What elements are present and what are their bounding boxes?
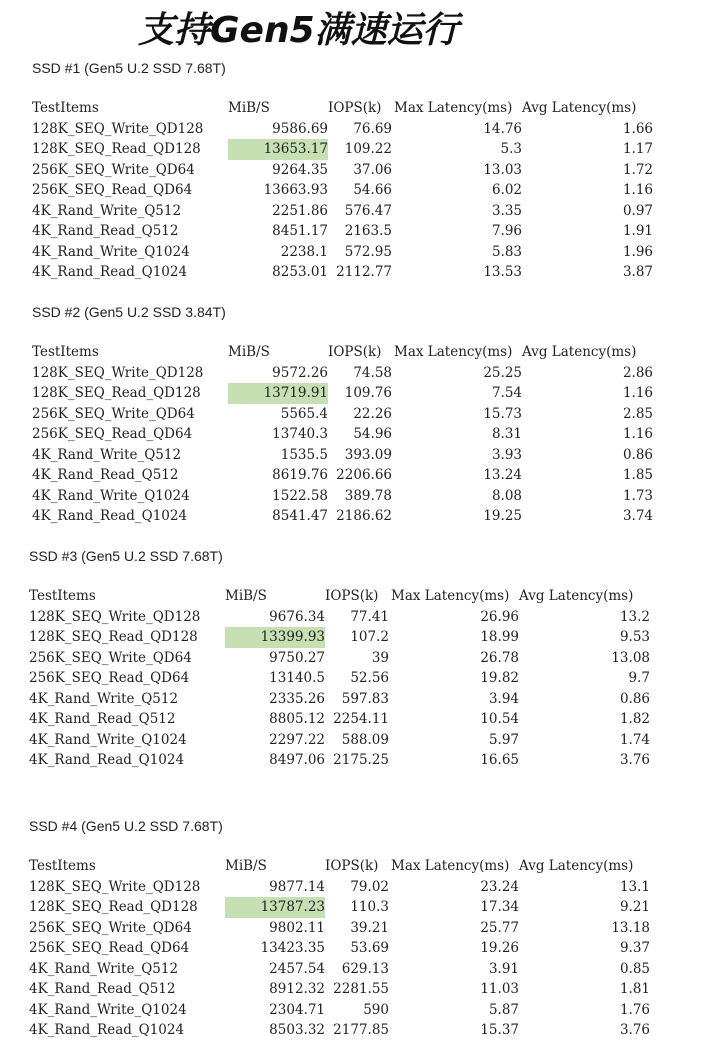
highlighted-cell: 13653.17 — [228, 139, 328, 160]
test-item-cell: 4K_Rand_Read_Q512 — [29, 981, 176, 997]
value-cell: 26.96 — [480, 608, 519, 625]
column-header: Avg Latency(ms) — [519, 858, 634, 874]
column-header: TestItems — [32, 100, 99, 116]
value-cell: 8.08 — [491, 487, 522, 504]
value-cell: 9586.69 — [272, 120, 328, 137]
value-cell: 2238.1 — [280, 243, 328, 260]
value-cell: 19.82 — [480, 670, 519, 686]
value-cell: 2186.62 — [336, 508, 392, 524]
value-cell: 16.65 — [480, 752, 519, 768]
table-header-row — [29, 586, 650, 607]
value-cell: 9802.11 — [269, 919, 325, 936]
value-cell: 5.87 — [488, 1001, 519, 1018]
benchmark-table — [29, 586, 650, 771]
column-header: IOPS(k) — [325, 588, 379, 604]
value-cell: 597.83 — [341, 690, 389, 707]
highlighted-cell: 13787.23 — [225, 897, 325, 918]
column-header: IOPS(k) — [325, 858, 379, 874]
table-caption: SSD #1 (Gen5 U.2 SSD 7.68T) — [32, 60, 226, 76]
table-row — [32, 506, 653, 527]
test-item-cell: 4K_Rand_Write_Q1024 — [32, 487, 190, 504]
test-item-cell: 256K_SEQ_Read_QD64 — [32, 182, 193, 198]
value-cell: 8805.12 — [269, 711, 325, 727]
value-cell: 8619.76 — [272, 467, 328, 483]
value-cell: 13.08 — [611, 649, 650, 666]
value-cell: 37.06 — [353, 161, 392, 178]
value-cell: 53.69 — [350, 940, 389, 956]
table-row — [29, 897, 650, 918]
value-cell: 13140.5 — [269, 670, 325, 686]
value-cell: 1.16 — [622, 385, 653, 401]
table-row — [32, 363, 653, 384]
value-cell: 0.97 — [622, 202, 653, 219]
value-cell: 3.93 — [491, 446, 522, 463]
column-header: MiB/S — [228, 344, 270, 360]
table-row — [29, 730, 650, 751]
value-cell: 14.76 — [483, 120, 522, 137]
value-cell: 52.56 — [350, 670, 389, 686]
value-cell: 5.83 — [491, 243, 522, 260]
test-item-cell: 4K_Rand_Write_Q512 — [32, 202, 182, 219]
value-cell: 8497.06 — [269, 752, 325, 768]
table-row — [32, 404, 653, 425]
ssd-1-section — [32, 60, 653, 283]
table-row — [32, 242, 653, 263]
table-row — [29, 1000, 650, 1021]
value-cell: 17.34 — [480, 899, 519, 915]
table-row — [29, 938, 650, 959]
table-row — [29, 1020, 650, 1041]
value-cell: 1.81 — [619, 981, 650, 997]
value-cell: 15.73 — [483, 405, 522, 422]
test-item-cell: 4K_Rand_Read_Q1024 — [29, 752, 185, 768]
value-cell: 8541.47 — [272, 508, 328, 524]
test-item-cell: 128K_SEQ_Read_QD128 — [32, 141, 201, 157]
test-item-cell: 256K_SEQ_Write_QD64 — [29, 919, 192, 936]
value-cell: 8912.32 — [269, 981, 325, 997]
table-row — [32, 465, 653, 486]
table-header-row — [32, 98, 653, 119]
test-item-cell: 256K_SEQ_Write_QD64 — [32, 405, 195, 422]
value-cell: 3.76 — [619, 752, 650, 768]
value-cell: 7.54 — [491, 385, 522, 401]
value-cell: 1.76 — [619, 1001, 650, 1018]
value-cell: 109.22 — [344, 141, 392, 157]
value-cell: 2254.11 — [333, 711, 389, 727]
value-cell: 1.17 — [622, 141, 653, 157]
column-header: Avg Latency(ms) — [522, 100, 637, 116]
value-cell: 2163.5 — [344, 223, 392, 239]
table-row — [29, 750, 650, 771]
table-row — [32, 201, 653, 222]
test-item-cell: 128K_SEQ_Read_QD128 — [32, 385, 201, 401]
value-cell: 9572.26 — [272, 364, 328, 381]
value-cell: 54.66 — [353, 182, 392, 198]
value-cell: 39 — [371, 649, 389, 666]
value-cell: 22.26 — [353, 405, 392, 422]
table-row — [32, 160, 653, 181]
value-cell: 1522.58 — [272, 487, 328, 504]
table-header-row — [32, 342, 653, 363]
value-cell: 74.58 — [353, 364, 392, 381]
value-cell: 3.94 — [488, 690, 519, 707]
column-header: TestItems — [29, 858, 96, 874]
value-cell: 26.78 — [480, 649, 519, 666]
value-cell: 9.37 — [619, 940, 650, 956]
value-cell: 1.82 — [619, 711, 650, 727]
test-item-cell: 128K_SEQ_Write_QD128 — [29, 608, 201, 625]
value-cell: 77.41 — [350, 608, 389, 625]
column-header: Avg Latency(ms) — [519, 588, 634, 604]
value-cell: 13.24 — [483, 467, 522, 483]
benchmark-table — [32, 342, 653, 527]
value-cell: 1.16 — [622, 426, 653, 442]
value-cell: 9.53 — [619, 629, 650, 645]
test-item-cell: 4K_Rand_Read_Q1024 — [29, 1022, 185, 1038]
value-cell: 8253.01 — [272, 264, 328, 280]
value-cell: 2112.77 — [336, 264, 392, 280]
value-cell: 3.35 — [491, 202, 522, 219]
value-cell: 76.69 — [353, 120, 392, 137]
column-header: TestItems — [32, 344, 99, 360]
value-cell: 3.91 — [488, 960, 519, 977]
test-item-cell: 256K_SEQ_Write_QD64 — [29, 649, 192, 666]
table-row — [29, 959, 650, 980]
test-item-cell: 128K_SEQ_Write_QD128 — [29, 878, 201, 895]
table-row — [29, 709, 650, 730]
value-cell: 10.54 — [480, 711, 519, 727]
value-cell: 110.3 — [350, 899, 389, 915]
value-cell: 9264.35 — [272, 161, 328, 178]
value-cell: 5.97 — [488, 731, 519, 748]
table-row — [29, 918, 650, 939]
test-item-cell: 128K_SEQ_Write_QD128 — [32, 364, 204, 381]
value-cell: 7.96 — [491, 223, 522, 239]
test-item-cell: 4K_Rand_Read_Q512 — [32, 223, 179, 239]
test-item-cell: 4K_Rand_Write_Q512 — [29, 960, 179, 977]
table-row — [32, 262, 653, 283]
test-item-cell: 4K_Rand_Read_Q512 — [29, 711, 176, 727]
value-cell: 2177.85 — [333, 1022, 389, 1038]
value-cell: 393.09 — [344, 446, 392, 463]
test-item-cell: 256K_SEQ_Read_QD64 — [29, 670, 190, 686]
value-cell: 13.53 — [483, 264, 522, 280]
value-cell: 6.02 — [491, 182, 522, 198]
table-row — [32, 445, 653, 466]
test-item-cell: 4K_Rand_Write_Q1024 — [29, 731, 187, 748]
value-cell: 8.31 — [491, 426, 522, 442]
value-cell: 3.74 — [622, 508, 653, 524]
table-row — [32, 119, 653, 140]
value-cell: 13.1 — [619, 878, 650, 895]
value-cell: 1.96 — [622, 243, 653, 260]
value-cell: 1.85 — [622, 467, 653, 483]
test-item-cell: 4K_Rand_Read_Q1024 — [32, 508, 188, 524]
column-header: MiB/S — [225, 588, 267, 604]
value-cell: 1535.5 — [280, 446, 328, 463]
column-header: MiB/S — [228, 100, 270, 116]
table-caption: SSD #2 (Gen5 U.2 SSD 3.84T) — [32, 304, 226, 320]
value-cell: 0.86 — [622, 446, 653, 463]
value-cell: 2304.71 — [269, 1001, 325, 1018]
table-row — [29, 627, 650, 648]
table-row — [32, 383, 653, 404]
highlighted-cell: 13719.91 — [228, 383, 328, 404]
ssd-2-section — [32, 304, 653, 527]
value-cell: 2335.26 — [269, 690, 325, 707]
value-cell: 9.21 — [619, 899, 650, 915]
value-cell: 13740.3 — [272, 426, 328, 442]
value-cell: 13.2 — [619, 608, 650, 625]
value-cell: 18.99 — [480, 629, 519, 645]
ssd-4-section — [29, 818, 650, 1041]
value-cell: 79.02 — [350, 878, 389, 895]
value-cell: 0.85 — [619, 960, 650, 977]
value-cell: 629.13 — [341, 960, 389, 977]
value-cell: 1.74 — [619, 731, 650, 748]
test-item-cell: 256K_SEQ_Read_QD64 — [29, 940, 190, 956]
value-cell: 109.76 — [344, 385, 392, 401]
value-cell: 2.86 — [622, 364, 653, 381]
value-cell: 2297.22 — [269, 731, 325, 748]
ssd-3-section — [29, 548, 650, 771]
page-title: 支持Gen5满速运行 — [138, 10, 459, 51]
value-cell: 8503.32 — [269, 1022, 325, 1038]
column-header: Max Latency(ms) — [391, 588, 510, 604]
value-cell: 0.86 — [619, 690, 650, 707]
test-item-cell: 128K_SEQ_Write_QD128 — [32, 120, 204, 137]
highlighted-cell: 13399.93 — [225, 627, 325, 648]
value-cell: 13.18 — [611, 919, 650, 936]
value-cell: 2175.25 — [333, 752, 389, 768]
value-cell: 8451.17 — [272, 223, 328, 239]
value-cell: 13.03 — [483, 161, 522, 178]
value-cell: 1.66 — [622, 120, 653, 137]
test-item-cell: 4K_Rand_Write_Q1024 — [32, 243, 190, 260]
column-header: Avg Latency(ms) — [522, 344, 637, 360]
column-header: Max Latency(ms) — [394, 344, 513, 360]
value-cell: 590 — [363, 1001, 389, 1018]
value-cell: 9750.27 — [269, 649, 325, 666]
value-cell: 9676.34 — [269, 608, 325, 625]
table-row — [29, 607, 650, 628]
value-cell: 3.76 — [619, 1022, 650, 1038]
value-cell: 9.7 — [628, 670, 650, 686]
column-header: MiB/S — [225, 858, 267, 874]
value-cell: 25.25 — [483, 364, 522, 381]
value-cell: 588.09 — [341, 731, 389, 748]
value-cell: 19.26 — [480, 940, 519, 956]
test-item-cell: 256K_SEQ_Write_QD64 — [32, 161, 195, 178]
value-cell: 107.2 — [350, 629, 389, 645]
value-cell: 54.96 — [353, 426, 392, 442]
value-cell: 11.03 — [480, 981, 519, 997]
value-cell: 39.21 — [350, 919, 389, 936]
test-item-cell: 4K_Rand_Write_Q512 — [32, 446, 182, 463]
value-cell: 19.25 — [483, 508, 522, 524]
value-cell: 2457.54 — [269, 960, 325, 977]
column-header: Max Latency(ms) — [391, 858, 510, 874]
table-row — [32, 139, 653, 160]
benchmark-table — [29, 856, 650, 1041]
value-cell: 25.77 — [480, 919, 519, 936]
value-cell: 576.47 — [344, 202, 392, 219]
table-caption: SSD #3 (Gen5 U.2 SSD 7.68T) — [29, 548, 223, 564]
value-cell: 9877.14 — [269, 878, 325, 895]
value-cell: 1.73 — [622, 487, 653, 504]
value-cell: 13663.93 — [263, 182, 328, 198]
table-row — [32, 221, 653, 242]
table-caption: SSD #4 (Gen5 U.2 SSD 7.68T) — [29, 818, 223, 834]
test-item-cell: 128K_SEQ_Read_QD128 — [29, 899, 198, 915]
value-cell: 23.24 — [480, 878, 519, 895]
value-cell: 15.37 — [480, 1022, 519, 1038]
benchmark-table — [32, 98, 653, 283]
value-cell: 2.85 — [622, 405, 653, 422]
value-cell: 13423.35 — [260, 940, 325, 956]
table-row — [29, 648, 650, 669]
value-cell: 5565.4 — [280, 405, 328, 422]
table-row — [32, 486, 653, 507]
value-cell: 5.3 — [500, 141, 522, 157]
value-cell: 572.95 — [344, 243, 392, 260]
column-header: IOPS(k) — [328, 344, 382, 360]
table-row — [29, 877, 650, 898]
table-header-row — [29, 856, 650, 877]
column-header: IOPS(k) — [328, 100, 382, 116]
column-header: TestItems — [29, 588, 96, 604]
table-row — [32, 424, 653, 445]
value-cell: 389.78 — [344, 487, 392, 504]
value-cell: 2206.66 — [336, 467, 392, 483]
column-header: Max Latency(ms) — [394, 100, 513, 116]
test-item-cell: 4K_Rand_Write_Q1024 — [29, 1001, 187, 1018]
test-item-cell: 4K_Rand_Read_Q1024 — [32, 264, 188, 280]
value-cell: 1.72 — [622, 161, 653, 178]
test-item-cell: 128K_SEQ_Read_QD128 — [29, 629, 198, 645]
test-item-cell: 4K_Rand_Read_Q512 — [32, 467, 179, 483]
table-row — [32, 180, 653, 201]
value-cell: 1.91 — [622, 223, 653, 239]
value-cell: 2251.86 — [272, 202, 328, 219]
test-item-cell: 4K_Rand_Write_Q512 — [29, 690, 179, 707]
test-item-cell: 256K_SEQ_Read_QD64 — [32, 426, 193, 442]
table-row — [29, 668, 650, 689]
table-row — [29, 979, 650, 1000]
value-cell: 3.87 — [622, 264, 653, 280]
table-row — [29, 689, 650, 710]
value-cell: 2281.55 — [333, 981, 389, 997]
value-cell: 1.16 — [622, 182, 653, 198]
